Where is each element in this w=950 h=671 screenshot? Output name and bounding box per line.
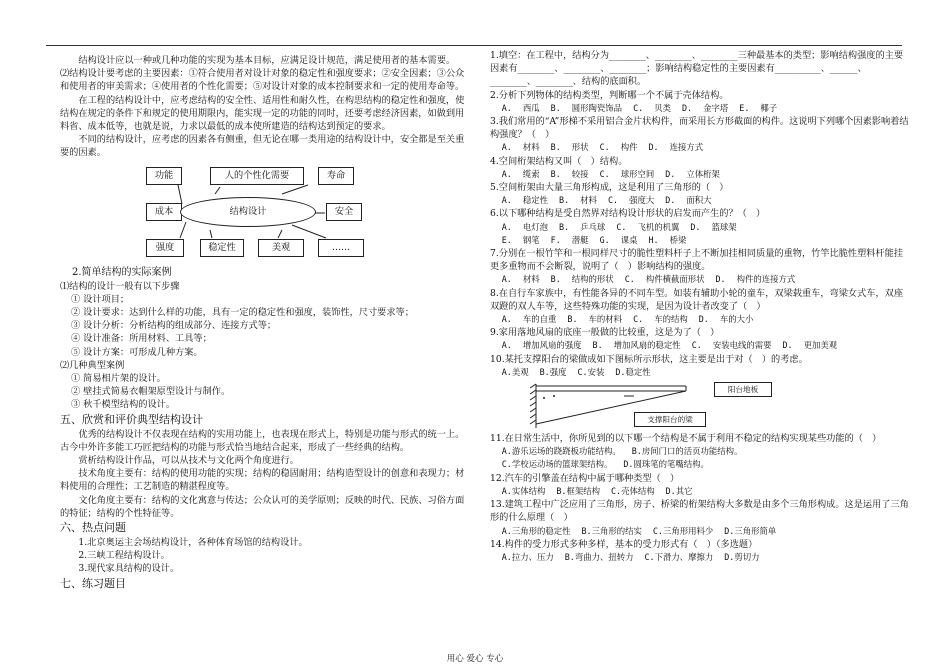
question-options: A.实体结构 B.框架结构 C.壳体结构 D.其它: [501, 485, 693, 496]
list-item: ⑤ 设计方案：可形成几种方案。: [71, 346, 203, 358]
section-heading: 七、练习题目: [60, 576, 126, 590]
question-options: A. 稳定性 B. 材料 C. 强度大 D. 面积大: [501, 195, 712, 206]
question-options: A.美观 B.强度 C.安装 D.稳定性: [501, 366, 651, 377]
paragraph: 赏析结构设计作品，可以从技术与文化两个角度进行。: [78, 455, 299, 467]
diagram-box-ellipsis: ……: [318, 239, 364, 257]
diagram-box-safety: 安全: [326, 203, 362, 221]
question: 14.构件的受力形式多种多样，基本的受力形式有（ ）（多选题）: [490, 538, 758, 550]
paragraph: 优秀的结构设计不仅表现在结构的实用功能上，也表现在形式上，特别是功能与形式的统一上。古今中外许多能工巧匠把结构的功能与形式恰当地结合起来，形成了一些经典的结构。: [60, 428, 465, 453]
paragraph: ⑴结构的设计一般有以下步骤: [60, 280, 180, 292]
question-options: A. 电灯泡 B. 乒乓球 C. 飞机的机翼 D. 篮球架: [501, 221, 737, 232]
diagram-box-strength: 强度: [146, 239, 184, 257]
right-column: [490, 49, 910, 564]
diagram-box-aesthetics: 美观: [258, 239, 304, 257]
diagram-box-personal-needs: 人的个性化需要: [210, 167, 304, 185]
question-options: C.学校运动场的篮球架结构。 D.圆珠笔的笔嘴结构。: [501, 459, 709, 470]
diagram-box-lifespan: 寿命: [318, 167, 354, 185]
question-options: A.三角形的稳定性 B.三角形的结实 C.三角形用料少 D.三角形简单: [501, 525, 777, 536]
paragraph: 在工程的结构设计中，应考虑结构的安全性、适用性和耐久性，在构思结构的稳定性和强度，使结构在规定的条件下和规定的使用期限内，能实现一定的功能的同时，还要考虑经济因素，如做到用料省、成本低等，也就是说，力求以最低的成本使所建造的结构达到预定的要求。: [60, 94, 465, 133]
question: 6.以下哪种结构是受自然界对结构设计形状的启发而产生的？（ ）: [490, 208, 766, 220]
question-options: A. 缆索 B. 较接 C. 球形空间 D. 立体桁架: [501, 168, 720, 179]
label-support-beam: 支撑阳台的梁: [634, 412, 706, 427]
section-heading: 五、欣赏和评价典型结构设计: [60, 412, 203, 426]
design-factors-diagram: [60, 163, 468, 263]
question-options: A. 西瓜 B. 圆形陶瓷饰品 C. 贝类 D. 金字塔 E. 椰子: [501, 102, 778, 113]
question-options: A.拉力、压力 B.弯曲力、扭转力 C.下滑力、摩擦力 D.剪切力: [501, 551, 760, 562]
question-options: A.游乐运场的跷跷板功能结构。 B.房间门口的活页功能结构。: [501, 446, 743, 457]
question: 1.填空：在工程中，结构分为________、________、________三种最基本的类型；影响结构强度的主要因素有________、________、________；影响结构稳定性的主要因素有__________、______、________、________、结构的底面积。: [490, 50, 904, 88]
paragraph: 不同的结构设计，应考虑的因素各有侧重，但无论在哪一类用途的结构设计中，安全都是至关重要的因素。: [60, 134, 465, 159]
diagram-box-center: 结构设计: [180, 197, 316, 227]
list-item: 1.北京奥运主会场结构设计，各种体育场馆的结构设计。: [78, 537, 308, 549]
list-item: ② 壁挂式简易衣帽架原型设计与制作。: [71, 386, 231, 398]
list-item: ③ 秋千模型结构的设计。: [71, 399, 176, 411]
question: 3.我们常用的“A”形梯不采用铝合金片状构件，而采用长方形截面的构件。这说明下列哪个因素影响着结构强度？（ ）: [490, 116, 909, 141]
question: 12.汽车的引擎盖在结构中属于哪种类型（ ）: [490, 472, 680, 484]
left-column: [60, 54, 468, 592]
list-item: 3.现代家具结构的设计。: [78, 563, 180, 575]
diagram-box-cost: 成本: [146, 203, 182, 221]
question-options: A. 材料 B. 结构的形状 C. 构件横截面形状 D. 构件的连接方式: [501, 274, 796, 285]
list-item: ② 设计要求：达到什么样的功能，具有一定的稳定性和强度，装饰性，尺寸要求等；: [71, 307, 414, 319]
list-item: ④ 设计准备：所用材料、工具等；: [71, 333, 212, 345]
list-item: 2.三峡工程结构设计。: [78, 550, 170, 562]
question-options: A. 车的自重 B. 车的材料 C. 车的结构 D. 车的大小: [501, 314, 754, 325]
question: 7.分别在一根竹竿和一根同样尺寸的脆性塑料杆子上不断加挂相同质量的重物，竹竿比脆性塑料杆能挂更多重物而不会断裂，说明了（ ）影响结构的强度。: [490, 248, 904, 273]
question: 9.家用落地风扇的底座一般做的比较重，这是为了（ ）: [490, 327, 720, 339]
list-item: ① 简易相片架的设计。: [71, 373, 166, 385]
question-options: E. 钢笔 F. 潜艇 G. 课桌 H. 桥梁: [501, 234, 687, 245]
list-item: ③ 设计分析：分析结构的组成部分、连接方式等；: [71, 320, 277, 332]
question-options: A. 材料 B. 形状 C. 构件 D. 连接方式: [501, 142, 704, 153]
section-heading: 六、热点问题: [60, 521, 126, 535]
paragraph: ⑵几种典型案例: [60, 359, 125, 371]
page-footer: 用心 爱心 专心: [446, 654, 504, 664]
question: 2.分析下列物体的结构类型，判断哪一个不属于壳体结构。: [490, 89, 729, 101]
question: 10.某托支撑阳台的梁做成如下图标所示形状，这主要是出于对（ ）的考虑。: [490, 353, 808, 365]
question: 13.建筑工程中广泛应用了三角形，房子、桥梁的桁架结构大多数是由多个三角形构成。这是运用了三角形的什么原理（ ）: [490, 499, 909, 524]
question: 4.空间桁架结构又叫（ ）结构。: [490, 155, 628, 167]
balcony-beam-figure: [528, 382, 788, 430]
header-rule: [46, 45, 902, 46]
question: 8.在自行车家族中，有性能各异的不同车型。如装有辅助小轮的童车，双梁载重车，弯梁女式车，双座双蹬的双人车等，这些特殊功能的实现，是因为设计者改变了（ ）: [490, 287, 904, 312]
question: 11.在日常生活中，你所见到的以下哪一个结构是不属于利用不稳定的结构实现某些功能的（ ）: [490, 433, 882, 445]
paragraph: 技术角度主要有：结构的使用功能的实现；结构的稳固耐用；结构造型设计的创意和表现力；材料使用的合理性；工艺制造的精湛程度等。: [60, 468, 465, 493]
diagram-box-function: 功能: [146, 167, 182, 185]
label-balcony-floor: 阳台地板: [714, 382, 772, 397]
section-heading: 2.简单结构的实际案例: [72, 266, 172, 278]
question-options: A. 增加风扇的强度 B. 增加风扇的稳定性 C. 安装电线的需要 D. 更加美观: [501, 340, 838, 351]
paragraph: 文化角度主要有：结构的文化寓意与传达；公众认可的美学原则；反映的时代、民族、习俗方面的特征；结构的个性特征等。: [60, 494, 465, 519]
list-item: ① 设计项目；: [71, 293, 130, 305]
paragraph: ⑵结构设计要考虑的主要因素：①符合使用者对设计对象的稳定性和强度要求；②安全因素；③公众和使用者的审美需求；④使用者的个性化需要；⑤对设计对象的成本控制要求和一定的使用寿命等。: [60, 68, 465, 93]
question: 5.空间桁架由大量三角形构成，这是利用了三角形的（ ）: [490, 182, 729, 194]
diagram-box-stability: 稳定性: [200, 239, 244, 257]
paragraph: 结构设计应以一种或几种功能的实现为基本目标，应满足设计规范，满足使用者的基本需要。: [78, 55, 456, 66]
